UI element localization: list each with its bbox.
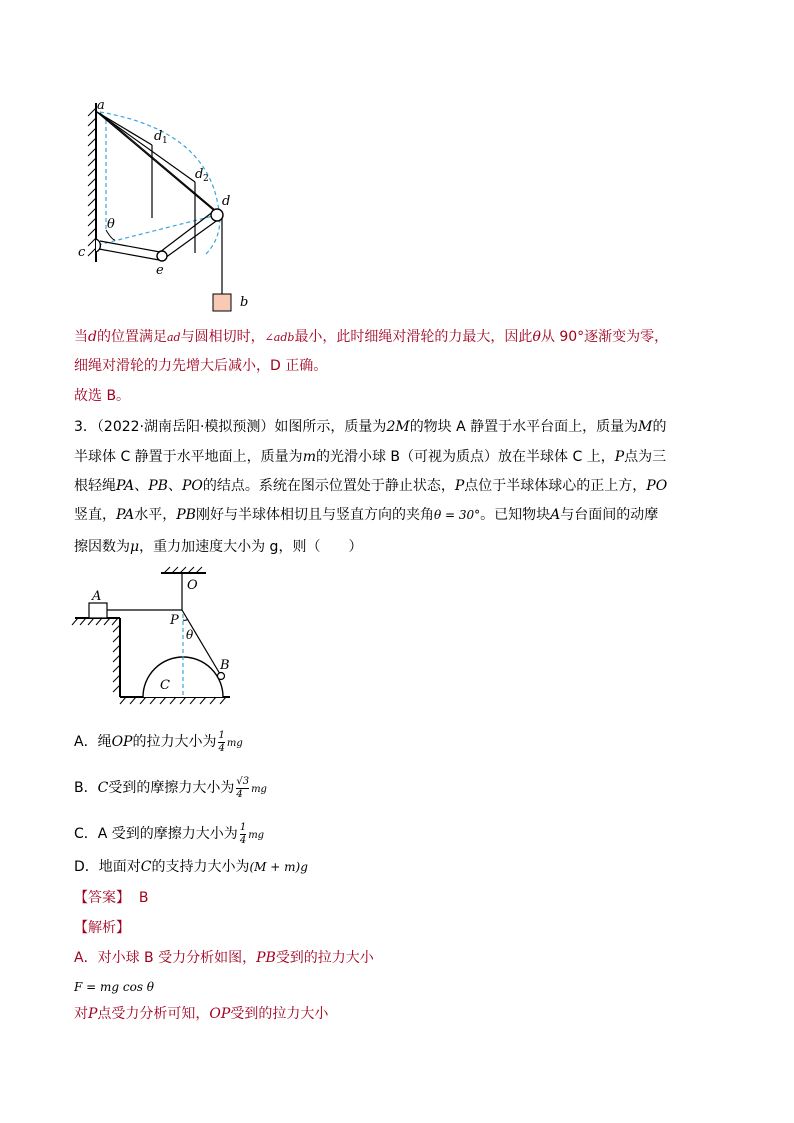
option-b-fraction: $\frac{√3}{4}$ (236, 775, 250, 800)
ball-b (218, 673, 225, 680)
option-a-fraction: $\frac{1}{4}$ (218, 729, 225, 754)
figure-pulley (74, 95, 264, 315)
figure-hemisphere (70, 565, 240, 705)
analysis-line-1: A．对小球 B 受力分析如图，PB受到的拉力大小 (74, 950, 374, 966)
question-line-4: 竖直，PA水平，PB刚好与半球体相切且与竖直方向的夹角θ = 30°。已知物块A与台面间的动摩 (74, 507, 659, 523)
answer-value: B (138, 890, 149, 906)
question-line-5: 擦因数为μ，重力加速度大小为 g，则（ ） (74, 539, 363, 555)
label-d2: d (195, 167, 204, 182)
option-d: D．地面对C的支持力大小为(M + m)g (74, 859, 308, 875)
label-d1-sub: 1 (162, 136, 168, 146)
rod-e-d (160, 211, 219, 258)
dashed-radius (98, 215, 217, 245)
string-a-d (97, 112, 217, 213)
label-a: a (97, 98, 105, 113)
string-a-d-2 (100, 113, 215, 210)
question-line-1: 3．（2022·湖南岳阳·模拟预测）如图所示，质量为2M的物块 A 静置于水平台面上，质量为M的 (74, 419, 667, 435)
block-a (89, 603, 107, 618)
label-theta: θ (107, 217, 115, 232)
rod-c-e (99, 241, 160, 260)
label-d: d (222, 194, 231, 209)
label-O: O (187, 578, 198, 593)
label-C: C (160, 678, 170, 693)
label-P: P (170, 613, 179, 628)
label-e: e (156, 263, 164, 278)
answer-label: 【答案】 (74, 890, 130, 906)
question-line-3: 根轻绳PA、PB、PO的结点。系统在图示位置处于静止状态，P点位于半球体球心的正上方，PO (74, 478, 668, 494)
analysis-formula: F = mg cos θ (74, 980, 155, 994)
question-line-2: 半球体 C 静置于水平地面上，质量为m的光滑小球 B（可视为质点）放在半球体 C 上，P点为三 (74, 449, 667, 465)
conclusion-answer: 故选 B。 (74, 388, 131, 404)
conclusion-line-2: 细绳对滑轮的力先增大后减小，D 正确。 (74, 358, 328, 374)
label-A: A (92, 589, 102, 604)
ground-hatch (120, 697, 226, 704)
label-d1: d (154, 129, 163, 144)
label-d2-sub: 2 (203, 174, 209, 184)
pulley-d (211, 209, 223, 221)
theta-arc-2 (183, 619, 188, 620)
wall-hatch-2 (113, 625, 120, 692)
conclusion-line-1: 当d的位置满足ad与圆相切时，∠adb最小，此时细绳对滑轮的力最大，因此θ从 90°逐渐变为零， (74, 329, 669, 345)
label-c: c (78, 245, 86, 260)
label-b: b (240, 295, 249, 310)
analysis-label: 【解析】 (74, 920, 130, 936)
option-a: A．绳OP的拉力大小为 $\frac{1}{4}$ mg (74, 729, 243, 754)
table-hatch (72, 618, 118, 625)
hinge-c (96, 239, 100, 252)
block-b (213, 294, 231, 311)
analysis-line-2: 对P点受力分析可知，OP受到的拉力大小 (74, 1006, 329, 1022)
answer-line (74, 888, 149, 908)
joint-e (157, 251, 167, 261)
option-c-fraction: $\frac{1}{4}$ (239, 821, 247, 846)
option-b: B．C受到的摩擦力大小为 $\frac{√3}{4}$ mg (74, 775, 267, 800)
label-B: B (220, 658, 230, 673)
option-c: C．A 受到的摩擦力大小为 $\frac{1}{4}$ mg (74, 821, 265, 846)
wall-hatch (88, 108, 96, 256)
label-theta-2: θ (186, 628, 194, 642)
